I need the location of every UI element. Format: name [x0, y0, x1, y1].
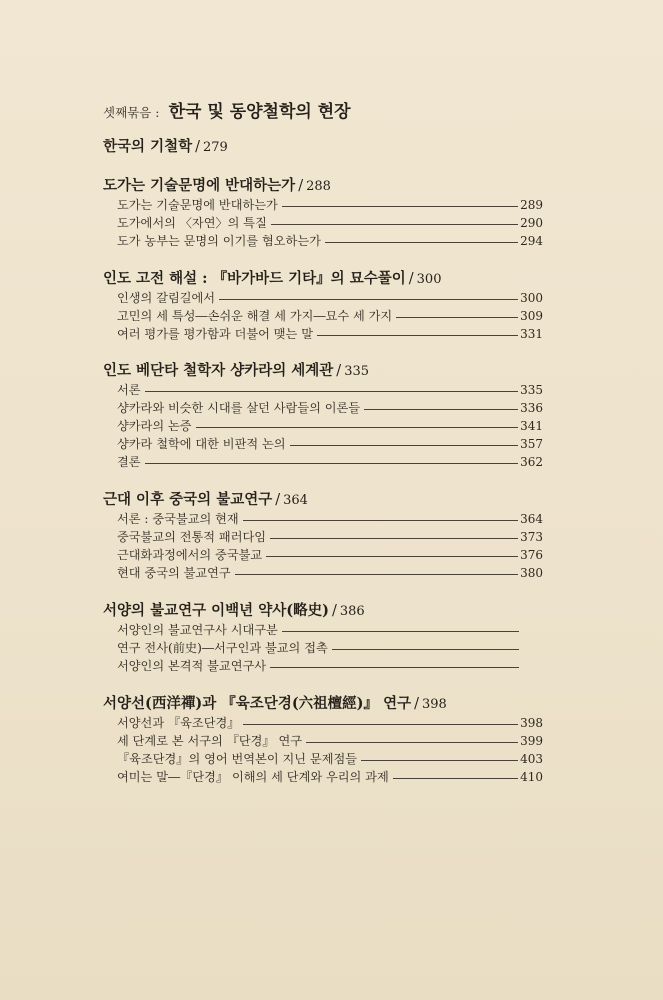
entry-title: 샹카라의 논증: [117, 419, 192, 433]
entry-page: 362: [520, 455, 543, 469]
leader-line: [235, 574, 518, 575]
entry-title: 결론: [117, 455, 141, 469]
leader-line: [306, 742, 518, 743]
toc-section: [103, 137, 543, 157]
section-heading: [103, 694, 543, 714]
entry-title: 여러 평가를 평가함과 더불어 맺는 말: [117, 327, 313, 341]
toc-entry: [117, 214, 543, 232]
entry-title: 중국불교의 전통적 패러다임: [117, 530, 267, 544]
section-title: 인도 고전 해설 : 『바가바드 기타』의 묘수풀이: [103, 270, 406, 287]
entry-page: 300: [520, 291, 543, 305]
entry-page: 364: [520, 512, 543, 526]
entry-page: 331: [520, 327, 543, 341]
entry-title: 서양인의 불교연구사 시대구분: [117, 623, 278, 637]
leader-line: [361, 760, 518, 761]
section-heading: [103, 269, 543, 289]
part-header: [103, 97, 351, 122]
page-separator: /: [275, 492, 281, 508]
toc-entry: [117, 528, 543, 546]
toc-entry: [117, 732, 543, 750]
leader-line: [325, 242, 518, 243]
toc-section: [103, 490, 543, 582]
section-page: 386: [339, 604, 365, 619]
entry-page: 398: [520, 716, 543, 730]
section-page: 300: [416, 272, 442, 287]
entry-title: 서론: [117, 383, 141, 397]
toc-entry: [117, 325, 543, 343]
page-separator: /: [408, 271, 414, 287]
toc-entry: [117, 714, 543, 732]
toc-section: [103, 694, 543, 786]
section-heading: [103, 601, 543, 621]
section-page: 279: [202, 140, 228, 155]
toc-entry: [117, 453, 543, 471]
toc-section: [103, 601, 543, 675]
toc-entry: [117, 435, 543, 453]
entry-page: 289: [520, 198, 543, 212]
page-separator: /: [331, 603, 337, 619]
leader-line: [219, 299, 518, 300]
entry-title: 근대화과정에서의 중국불교: [117, 548, 263, 562]
section-title: 서양선(西洋禪)과 『육조단경(六祖檀經)』 연구: [103, 695, 412, 712]
section-page: 364: [283, 493, 308, 508]
entry-page: 380: [520, 566, 543, 580]
section-heading: [103, 490, 543, 510]
toc-entry: [117, 307, 543, 325]
section-title: 근대 이후 중국의 불교연구: [103, 491, 273, 508]
toc-entry: [117, 564, 543, 582]
entry-page: 341: [520, 419, 543, 433]
toc-section: [103, 269, 543, 343]
entry-title: 도가에서의 〈자연〉의 특질: [117, 216, 267, 230]
leader-line: [290, 445, 519, 446]
section-page: 335: [344, 364, 370, 379]
section-title: 인도 베단타 철학자 샹카라의 세계관: [103, 362, 334, 379]
toc-entry: [117, 657, 543, 675]
entry-page: 335: [520, 383, 543, 397]
page-separator: /: [414, 696, 419, 712]
leader-line: [271, 224, 518, 225]
entry-title: 샹카라와 비슷한 시대를 살던 사람들의 이론들: [117, 401, 361, 415]
toc-entry: [117, 399, 543, 417]
page-separator: /: [336, 363, 342, 379]
leader-line: [196, 427, 519, 428]
entry-page: 357: [520, 437, 543, 451]
leader-line: [282, 631, 519, 632]
leader-line: [266, 556, 518, 557]
entry-title: 고민의 세 특성―손쉬운 해결 세 가지―묘수 세 가지: [117, 309, 393, 323]
toc-entry: [117, 417, 543, 435]
entry-title: 연구 전사(前史)―서구인과 불교의 접촉: [117, 641, 328, 655]
entry-title: 『육조단경』의 영어 번역본이 지닌 문제점들: [117, 752, 358, 766]
leader-line: [364, 409, 518, 410]
section-title: 한국의 기철학: [103, 138, 193, 155]
entry-page: 410: [520, 770, 543, 784]
entry-title: 서양인의 본격적 불교연구사: [117, 659, 267, 673]
toc-entry: [117, 289, 543, 307]
toc-entry: [117, 768, 543, 786]
toc-entry: [117, 621, 543, 639]
part-label: 셋째묶음 :: [103, 105, 160, 120]
leader-line: [270, 538, 518, 539]
toc-section: [103, 361, 543, 471]
leader-line: [396, 317, 518, 318]
entry-title: 여미는 말―『단경』 이해의 세 단계와 우리의 과제: [117, 770, 389, 784]
entry-title: 서론 : 중국불교의 현재: [117, 512, 239, 526]
toc-entry: [117, 510, 543, 528]
section-heading: [103, 361, 543, 381]
leader-line: [282, 206, 518, 207]
leader-line: [332, 649, 519, 650]
entry-title: 도가 농부는 문명의 이기를 혐오하는가: [117, 234, 321, 248]
section-title: 도가는 기술문명에 반대하는가: [103, 177, 296, 194]
toc-entry: [117, 750, 543, 768]
toc-entry: [117, 196, 543, 214]
toc-section: [103, 176, 543, 250]
leader-line: [145, 391, 519, 392]
leader-line: [243, 520, 518, 521]
entry-page: 376: [520, 548, 543, 562]
entry-page: 294: [520, 234, 543, 248]
section-title: 서양의 불교연구 이백년 약사(略史): [103, 602, 329, 619]
leader-line: [243, 724, 518, 725]
part-title: 한국 및 동양철학의 현장: [168, 102, 351, 122]
entry-title: 서양선과 『육조단경』: [117, 716, 240, 730]
toc-entry: [117, 381, 543, 399]
leader-line: [145, 463, 519, 464]
entry-title: 도가는 기술문명에 반대하는가: [117, 198, 278, 212]
entry-title: 샹카라 철학에 대한 비판적 논의: [117, 437, 286, 451]
leader-line: [393, 778, 518, 779]
leader-line: [317, 335, 518, 336]
entry-page: 290: [520, 216, 543, 230]
entry-page: 309: [520, 309, 543, 323]
entry-page: 373: [520, 530, 543, 544]
entry-page: 336: [520, 401, 543, 415]
section-heading: [103, 137, 543, 157]
section-heading: [103, 176, 543, 196]
entry-title: 인생의 갈림길에서: [117, 291, 216, 305]
toc-entry: [117, 546, 543, 564]
page-separator: /: [298, 178, 304, 194]
entry-title: 세 단계로 본 서구의 『단경』 연구: [117, 734, 303, 748]
entry-page: 399: [520, 734, 543, 748]
section-page: 288: [306, 179, 331, 194]
entry-title: 현대 중국의 불교연구: [117, 566, 231, 580]
entry-page: 403: [520, 752, 543, 766]
section-page: 398: [422, 697, 447, 712]
toc-entry: [117, 232, 543, 250]
leader-line: [270, 667, 519, 668]
page-separator: /: [195, 139, 200, 155]
toc-entry: [117, 639, 543, 657]
